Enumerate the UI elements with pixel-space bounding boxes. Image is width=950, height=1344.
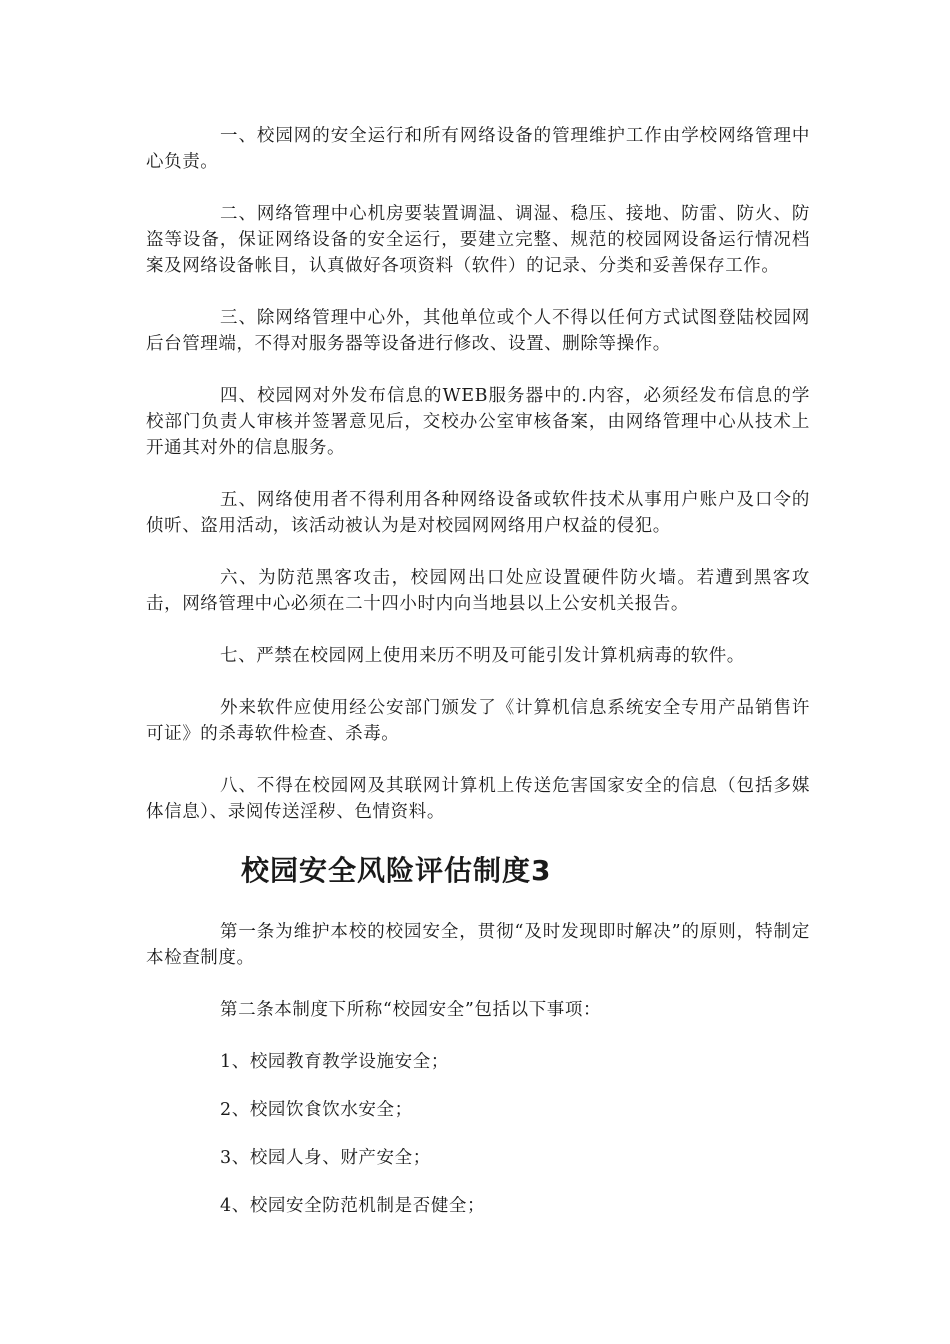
section-title: 校园安全风险评估制度3	[241, 854, 552, 887]
paragraph: 六、为防范黑客攻击，校园网出口处应设置硬件防火墙。若遭到黑客攻击，网络管理中心必须在二十四小时内向当地县以上公安机关报告。	[146, 568, 810, 614]
paragraph: 一、校园网的安全运行和所有网络设备的管理维护工作由学校网络管理中心负责。	[146, 126, 810, 172]
list-item: 3、校园人身、财产安全；	[220, 1148, 431, 1168]
list-item: 4、校园安全防范机制是否健全；	[220, 1196, 486, 1216]
document-page	[146, 123, 810, 1241]
paragraph: 第二条本制度下所称“校园安全”包括以下事项：	[220, 1000, 602, 1020]
paragraph: 八、不得在校园网及其联网计算机上传送危害国家安全的信息（包括多媒体信息）、录阅传送淫秽、色情资料。	[146, 776, 810, 822]
list-item: 1、校园教育教学设施安全；	[220, 1052, 449, 1072]
paragraph: 四、校园网对外发布信息的WEB服务器中的.内容，必须经发布信息的学校部门负责人审核并签署意见后，交校办公室审核备案，由网络管理中心从技术上开通其对外的信息服务。	[146, 386, 810, 458]
paragraph: 外来软件应使用经公安部门颁发了《计算机信息系统安全专用产品销售许可证》的杀毒软件检查、杀毒。	[146, 698, 810, 744]
paragraph: 二、网络管理中心机房要装置调温、调湿、稳压、接地、防雷、防火、防盗等设备，保证网络设备的安全运行，要建立完整、规范的校园网设备运行情况档案及网络设备帐目，认真做好各项资料（软件）的记录、分类和妥善保存工作。	[146, 204, 810, 276]
paragraph: 第一条为维护本校的校园安全，贯彻“及时发现即时解决”的原则，特制定本检查制度。	[146, 922, 810, 968]
paragraph: 七、严禁在校园网上使用来历不明及可能引发计算机病毒的软件。	[220, 646, 745, 666]
list-item: 2、校园饮食饮水安全；	[220, 1100, 413, 1120]
paragraph: 三、除网络管理中心外，其他单位或个人不得以任何方式试图登陆校园网后台管理端，不得对服务器等设备进行修改、设置、删除等操作。	[146, 308, 810, 354]
paragraph: 五、网络使用者不得利用各种网络设备或软件技术从事用户账户及口令的侦听、盗用活动，该活动被认为是对校园网网络用户权益的侵犯。	[146, 490, 810, 536]
